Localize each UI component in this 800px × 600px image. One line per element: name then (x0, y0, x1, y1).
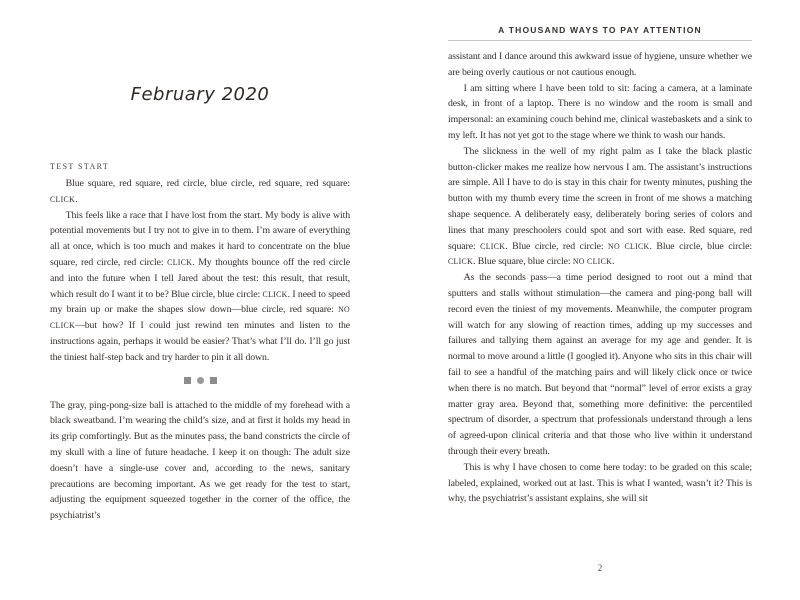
running-head: A THOUSAND WAYS TO PAY ATTENTION (498, 25, 702, 35)
paragraph: I am sitting where I have been told to sit: facing a camera, at a laminate desk, in front of a laptop. There is no window and the room is small and impersonal: an examining couch behind me, clinical wastebaskets and a sink to my left. It has not yet got to the stage where we think to wash our hands. (448, 82, 752, 141)
section-label: TEST START (50, 162, 110, 171)
left-paragraph-group-2 (50, 398, 350, 524)
left-paragraph-group-1 (50, 176, 350, 366)
circle-ornament-icon (197, 377, 204, 384)
paragraph: This feels like a race that I have lost from the start. My body is alive with potential movements but I try not to give in to them. I’m aware of everything all at once, which is too much and makes it hard to concentrate on the blue square, red circle, red circle: CLICK. My thoughts bounce off the red circle and into the future when I tell Jared about the test: this result, that result, which result do I want it to be? Blue circle, blue circle: CLICK. I need to speed my brain up or make the shapes slow down—blue circle, red square: NO CLICK—but how? If I could just rewind ten minutes and listen to the instructions again, perhaps it would be easier? That’s what I’ll do. I’ll go just the tiniest half-step back and try harder to pin it all down. (50, 209, 350, 363)
square-ornament-icon (210, 377, 217, 384)
right-page (400, 0, 800, 600)
paragraph: The slickness in the well of my right palm as I take the black plastic button-clicker makes me realize how nervous I am. The assistant’s instructions are simple. All I have to do is stay in this chair for twenty minutes, pushing the button with my thumb every time the screen in front of me shows a matching shape sequence. A deliberately easy, deliberately boring series of colors and lines that many preschoolers could spot and sort with ease. Red square, red square: CLICK. Blue circle, red circle: NO CLICK. Blue circle, blue circle: CLICK. Blue square, blue circle: NO CLICK. (448, 145, 752, 268)
paragraph: The gray, ping-pong-size ball is attached to the middle of my forehead with a black sweatband. I’m wearing the child’s size, and at first it holds my head in its grip comfortingly. But as the minutes pass, the band constricts the circle of my skull with a line of future headache. I keep it on though: The adult size doesn’t have a single-use cover and, according to the news, sanitary precautions are becoming important. As we get ready for the test to start, adjusting the equipment squeezed together in the corner of the office, the psychiatrist’s (50, 399, 350, 522)
square-ornament-icon (184, 377, 191, 384)
left-text-column (50, 176, 350, 524)
paragraph: Blue square, red square, red circle, blue circle, red square, red square: CLICK. (50, 178, 350, 205)
section-break-ornament (50, 377, 350, 385)
chapter-title: February 2020 (130, 84, 270, 105)
right-text-column (448, 49, 752, 507)
paragraph: This is why I have chosen to come here today: to be graded on this scale; labeled, explained, worked out at last. This is what I wanted, wasn’t it? This is why, the psychiatrist’s assistant explains, she will sit (448, 461, 752, 505)
page-number: 2 (597, 563, 603, 573)
paragraph: assistant and I dance around this awkward issue of hygiene, unsure whether we are being overly cautious or not cautious enough. (448, 51, 752, 78)
paragraph: As the seconds pass—a time period designed to root out a mind that sputters and stalls without stimulation—the camera and ping-pong ball will record even the tiniest of my movements. Meanwhile, the computer program will watch for any slowing of reaction times, adding up my successes and failures and tallying them against an average for my age and gender. It is normal to move around a little (I googled it). Anyone who sits in this chair will fail to see a handful of the matching pairs and will likely click once or twice when there is no match. But beyond that “normal” level of error exists a gray matter gray area. Beyond that, something more definitive: the percentiled spectrum of disorder, a spectrum that professionals understand through a lens of agreed-upon clinical criteria and that those who live within it understand through their every breath. (448, 272, 752, 457)
running-head-rule (448, 40, 752, 41)
